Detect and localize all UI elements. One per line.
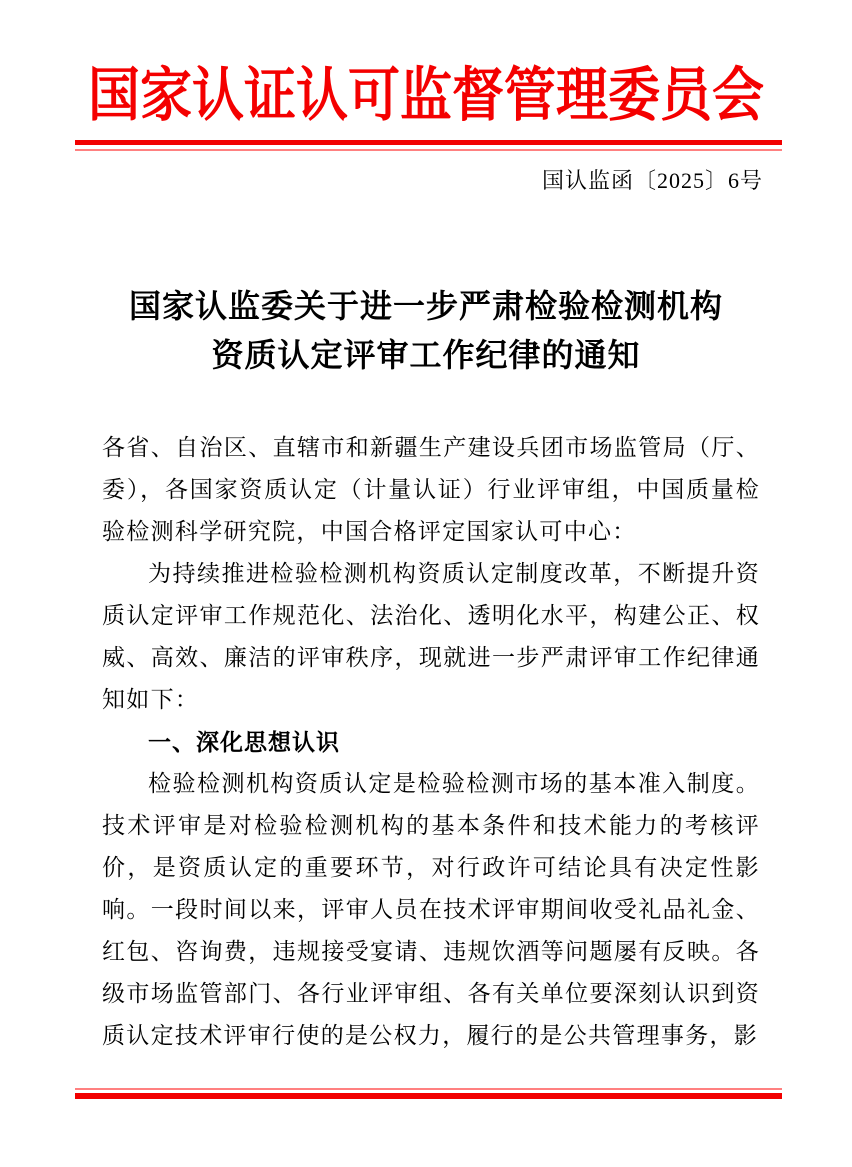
bottom-separator-thick-line [75,1093,782,1099]
intro-paragraph: 为持续推进检验检测机构资质认定制度改革，不断提升资质认定评审工作规范化、法治化、透明化水平，构建公正、权威、高效、廉洁的评审秩序，现就进一步严肃评审工作纪律通知如下： [102,561,760,712]
top-separator-thin-line [75,149,782,151]
section-1-paragraph: 检验检测机构资质认定是检验检测市场的基本准入制度。技术评审是对检验检测机构的基本条件和技术能力的考核评价，是资质认定的重要环节，对行政许可结论具有决定性影响。一段时间以来，评审人员在技术评审期间收受礼品礼金、红包、咨询费，违规接受宴请、违规饮酒等问题屡有反映。各级市场监管部门、各行业评审组、各有关单位要深刻认识到资质认定技术评审行使的是公权力，履行的是公共管理事务，影 [102,771,760,1048]
section-1-heading: 一、深化思想认识 [148,729,340,755]
agency-name-letterhead: 国家认证认可监督管理委员会 [87,64,764,129]
document-title-line2: 资质认定评审工作纪律的通知 [211,337,641,373]
top-separator-thick-line [75,140,782,145]
salutation-paragraph: 各省、自治区、直辖市和新疆生产建设兵团市场监管局（厅、委），各国家资质认定（计量认证）行业评审组，中国质量检验检测科学研究院，中国合格评定国家认可中心： [102,435,760,544]
document-number: 国认监函〔2025〕6号 [541,168,763,193]
bottom-separator-thin-line [75,1088,782,1090]
document-title-line1: 国家认监委关于进一步严肃检验检测机构 [128,288,723,324]
document-body [102,427,760,1057]
document-title [0,282,852,380]
